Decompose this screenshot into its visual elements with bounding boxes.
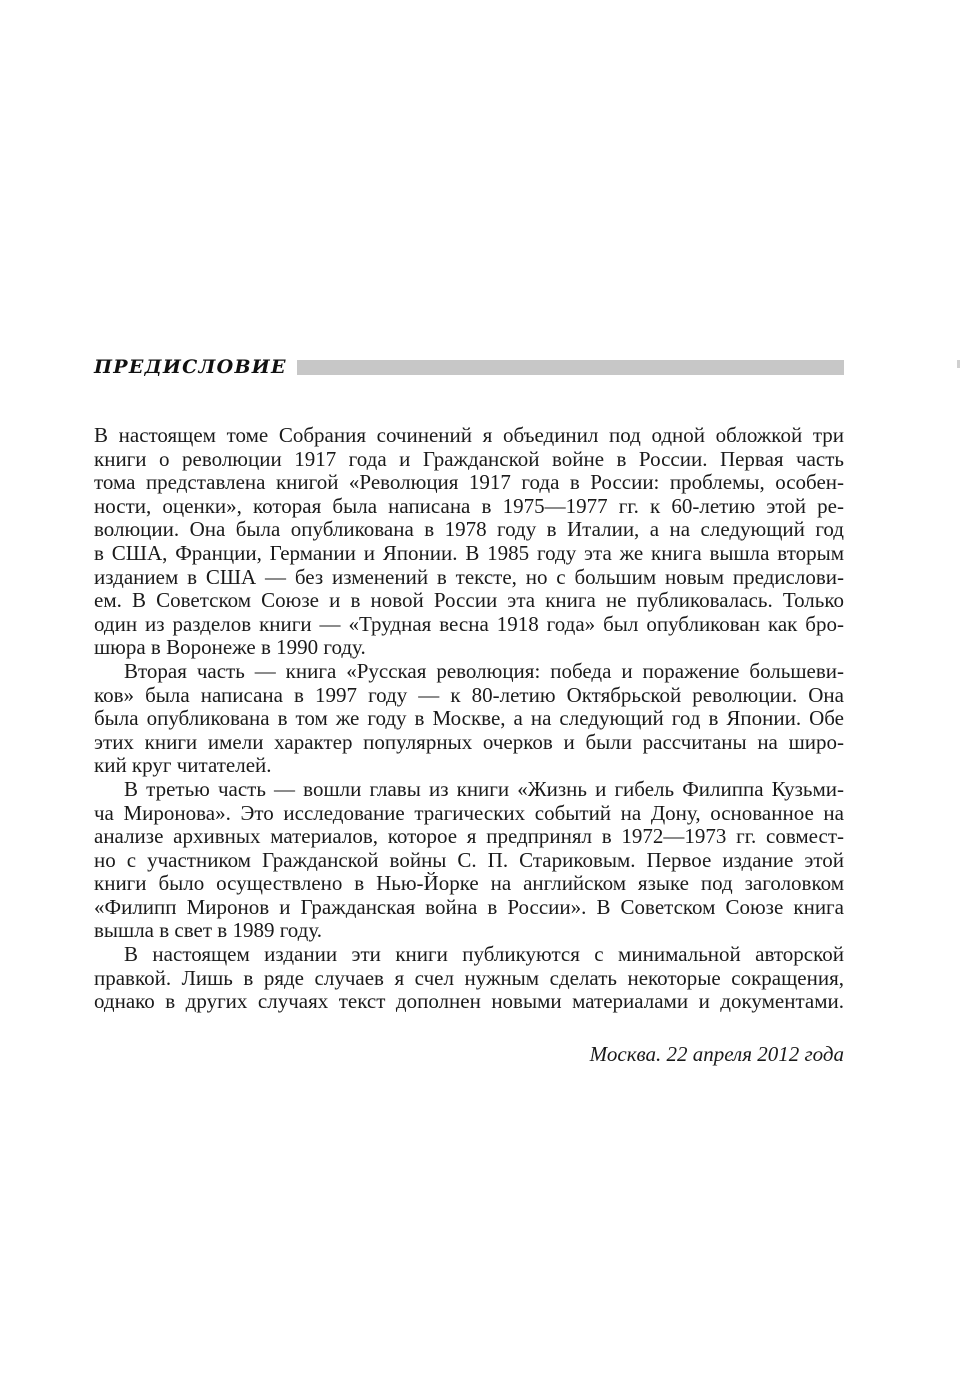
body-text <box>94 424 844 1014</box>
text-line: ем. В Советском Союзе и в новой России эта книга не публиковалась. Только <box>94 588 844 613</box>
text-line: книги было осуществлено в Нью-Йорке на английском языке под заголовком <box>94 871 844 896</box>
text-line: В настоящем томе Собрания сочинений я объединил под одной обложкой три <box>94 423 844 447</box>
text-line: волюции. Она была опубликована в 1978 году в Италии, а на следующий год <box>94 517 844 542</box>
text-line: тома представлена книгой «Революция 1917 года в России: проблемы, особен- <box>94 470 844 495</box>
page-edge-mark <box>957 360 960 368</box>
text-line: однако в других случаях текст дополнен новыми материалами и документами. <box>94 989 844 1014</box>
text-line: ности, оценки», которая была написана в 1975—1977 гг. к 60-летию этой ре- <box>94 493 844 518</box>
heading-rule <box>297 360 844 375</box>
text-line: шюра в Воронеже в 1990 году. <box>94 635 366 660</box>
section-heading <box>94 354 844 380</box>
text-line: в США, Франции, Германии и Японии. В 1985 году эта же книга вышла вторым <box>94 540 844 565</box>
text-line: ча Миронова». Это исследование трагических событий на Дону, основанное на <box>94 800 844 825</box>
text-line: была опубликована в том же году в Москве, а на следующий год в Японии. Обе <box>94 706 844 731</box>
text-line: изданием в США — без изменений в тексте, но с большим новым предислови- <box>94 564 844 589</box>
signature-date: Москва. 22 апреля 2012 года <box>589 1042 844 1066</box>
text-line: В настоящем издании эти книги публикуются с минимальной авторской <box>124 942 844 967</box>
text-line: анализе архивных материалов, которое я предпринял в 1972—1973 гг. совмест- <box>94 824 844 849</box>
text-line: вышла в свет в 1989 году. <box>94 918 323 943</box>
heading-title: ПРЕДИСЛОВИЕ <box>94 356 287 378</box>
text-line: Вторая часть — книга «Русская революция: победа и поражение большеви- <box>124 658 844 683</box>
text-line: ков» была написана в 1997 году — к 80-летию Октябрьской революции. Она <box>94 682 844 707</box>
text-line: В третью часть — вошли главы из книги «Жизнь и гибель Филиппа Кузьми- <box>124 776 844 801</box>
text-line: кий круг читателей. <box>94 753 272 778</box>
text-line: правкой. Лишь в ряде случаев я счел нужным сделать некоторые сокращения, <box>94 965 844 990</box>
text-line: «Филипп Миронов и Гражданская война в России». В Советском Союзе книга <box>94 894 844 919</box>
text-line: этих книги имели характер популярных очерков и были рассчитаны на широ- <box>94 729 844 754</box>
text-line: один из разделов книги — «Трудная весна 1918 года» был опубликован как бро- <box>94 611 844 636</box>
text-line: но с участником Гражданской войны С. П. Стариковым. Первое издание этой <box>94 847 844 872</box>
text-line: книги о революции 1917 года и Гражданской войне в России. Первая часть <box>94 446 844 471</box>
